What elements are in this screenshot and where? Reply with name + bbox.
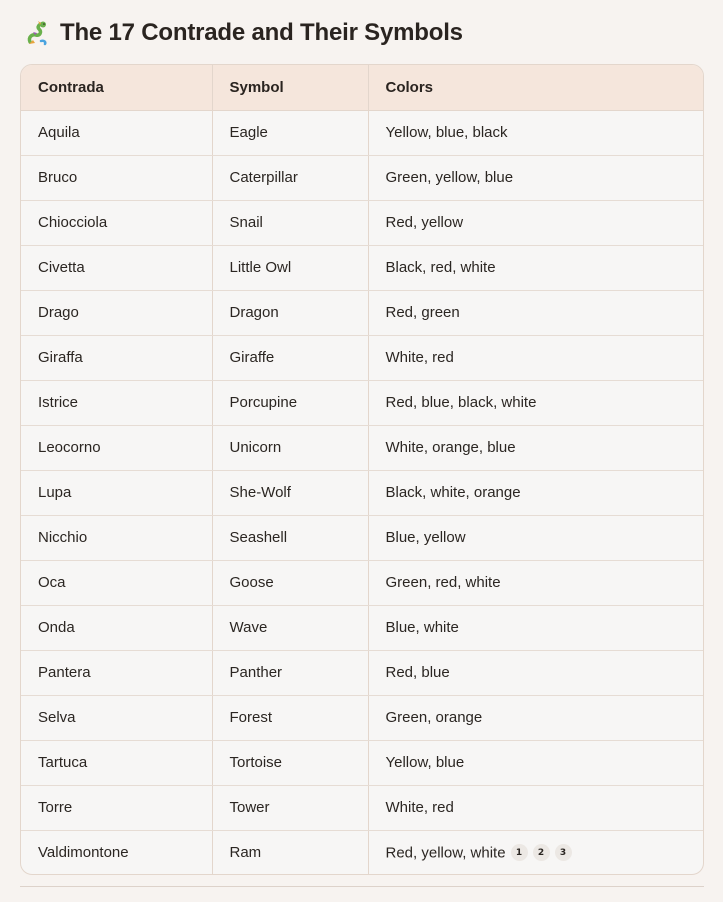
cell-text: Goose [229,574,274,591]
table-row [21,515,703,560]
cell-text: Red, yellow, white [385,844,506,862]
cell-text: Snail [229,214,263,231]
table-row [21,200,703,245]
cell-symbol [212,650,368,695]
citation-badge[interactable]: 2 [533,844,550,861]
cell-text: Bruco [38,169,78,186]
cell-text: Tortoise [229,754,283,771]
cell-text: Giraffe [229,349,275,366]
cell-text: Drago [38,304,79,321]
cell-text: Red, blue, black, white [385,394,537,411]
cell-text: Selva [38,709,76,726]
cell-text: Black, red, white [385,259,496,276]
cell-text: Ram [229,844,262,862]
cell-text: Panther [229,664,283,681]
cell-contrada [21,335,212,380]
cell-colors [368,200,703,245]
cell-colors [368,245,703,290]
table-row [21,470,703,515]
cell-text: Tower [229,799,270,816]
table-row [21,425,703,470]
cell-text: Yellow, blue, black [385,124,508,141]
cell-colors [368,785,703,830]
dragon-icon [24,20,50,46]
cell-text: Red, green [385,304,460,321]
column-header-colors: Colors [368,65,703,110]
table-row [21,785,703,830]
cell-symbol [212,695,368,740]
cell-text: Chiocciola [38,214,108,231]
cell-text: Valdimontone [38,844,129,862]
table-row [21,290,703,335]
cell-contrada [21,380,212,425]
cell-text: Eagle [229,124,268,141]
cell-text: Caterpillar [229,169,298,186]
cell-text: Torre [38,799,73,816]
cell-text: Wave [229,619,268,636]
cell-symbol [212,110,368,155]
cell-text: Oca [38,574,66,591]
table-row [21,335,703,380]
cell-colors [368,695,703,740]
table-row [21,740,703,785]
page-heading [24,16,463,50]
cell-text: Leocorno [38,439,101,456]
cell-contrada [21,155,212,200]
cell-symbol [212,380,368,425]
cell-colors [368,515,703,560]
page-title: The 17 Contrade and Their Symbols [60,19,463,46]
cell-colors [368,110,703,155]
cell-text: Yellow, blue [385,754,465,771]
cell-text: Green, orange [385,709,483,726]
cell-text: Giraffa [38,349,83,366]
cell-text: Nicchio [38,529,88,546]
cell-symbol [212,200,368,245]
cell-colors [368,605,703,650]
column-header-contrada: Contrada [21,65,212,110]
table-row [21,695,703,740]
cell-colors [368,380,703,425]
cell-text: Onda [38,619,75,636]
cell-text: Pantera [38,664,91,681]
cell-symbol [212,515,368,560]
column-header-symbol: Symbol [212,65,368,110]
cell-colors [368,155,703,200]
cell-text: Forest [229,709,273,726]
cell-colors [368,425,703,470]
cell-text: Blue, white [385,619,459,636]
cell-text: She-Wolf [229,484,291,501]
cell-text: White, red [385,799,454,816]
cell-symbol [212,560,368,605]
cell-text: Lupa [38,484,72,501]
cell-text: Red, blue [385,664,450,681]
table-row [21,605,703,650]
table-row [21,245,703,290]
cell-text: Unicorn [229,439,282,456]
cell-text: Seashell [229,529,288,546]
cell-contrada [21,425,212,470]
table-row [21,380,703,425]
cell-contrada [21,110,212,155]
table-body [21,110,703,875]
cell-text: Istrice [38,394,79,411]
table-row [21,830,703,875]
cell-contrada [21,245,212,290]
cell-contrada [21,650,212,695]
cell-text: Porcupine [229,394,298,411]
cell-colors [368,830,703,875]
cell-contrada [21,560,212,605]
cell-colors [368,290,703,335]
cell-symbol [212,830,368,875]
cell-contrada [21,515,212,560]
cell-text: Dragon [229,304,279,321]
contrade-table [21,65,703,875]
cell-colors [368,560,703,605]
cell-symbol [212,245,368,290]
cell-text: Aquila [38,124,80,141]
cell-text: White, orange, blue [385,439,516,456]
cell-symbol [212,290,368,335]
table-header-row [21,65,703,110]
cell-contrada [21,785,212,830]
cell-symbol [212,605,368,650]
cell-colors [368,470,703,515]
cell-symbol [212,155,368,200]
cell-contrada [21,290,212,335]
table-row [21,650,703,695]
cell-contrada [21,200,212,245]
cell-contrada [21,695,212,740]
cell-text: Green, yellow, blue [385,169,514,186]
cell-colors [368,650,703,695]
cell-symbol [212,740,368,785]
cell-text: Red, yellow [385,214,464,231]
cell-text: Blue, yellow [385,529,466,546]
table-row [21,560,703,605]
cell-text: Little Owl [229,259,292,276]
contrade-table-container [20,64,704,875]
cell-contrada [21,470,212,515]
table-row [21,110,703,155]
table-row [21,155,703,200]
cell-contrada [21,740,212,785]
bottom-divider [20,886,704,887]
cell-contrada [21,830,212,875]
citation-badge[interactable]: 1 [511,844,528,861]
cell-text: White, red [385,349,454,366]
cell-text: Black, white, orange [385,484,521,501]
cell-symbol [212,785,368,830]
cell-symbol [212,335,368,380]
cell-text: Tartuca [38,754,88,771]
cell-symbol [212,470,368,515]
cell-colors [368,335,703,380]
cell-contrada [21,605,212,650]
cell-text: Green, red, white [385,574,501,591]
cell-text: Civetta [38,259,85,276]
citation-badge[interactable]: 3 [555,844,572,861]
cell-symbol [212,425,368,470]
cell-colors [368,740,703,785]
